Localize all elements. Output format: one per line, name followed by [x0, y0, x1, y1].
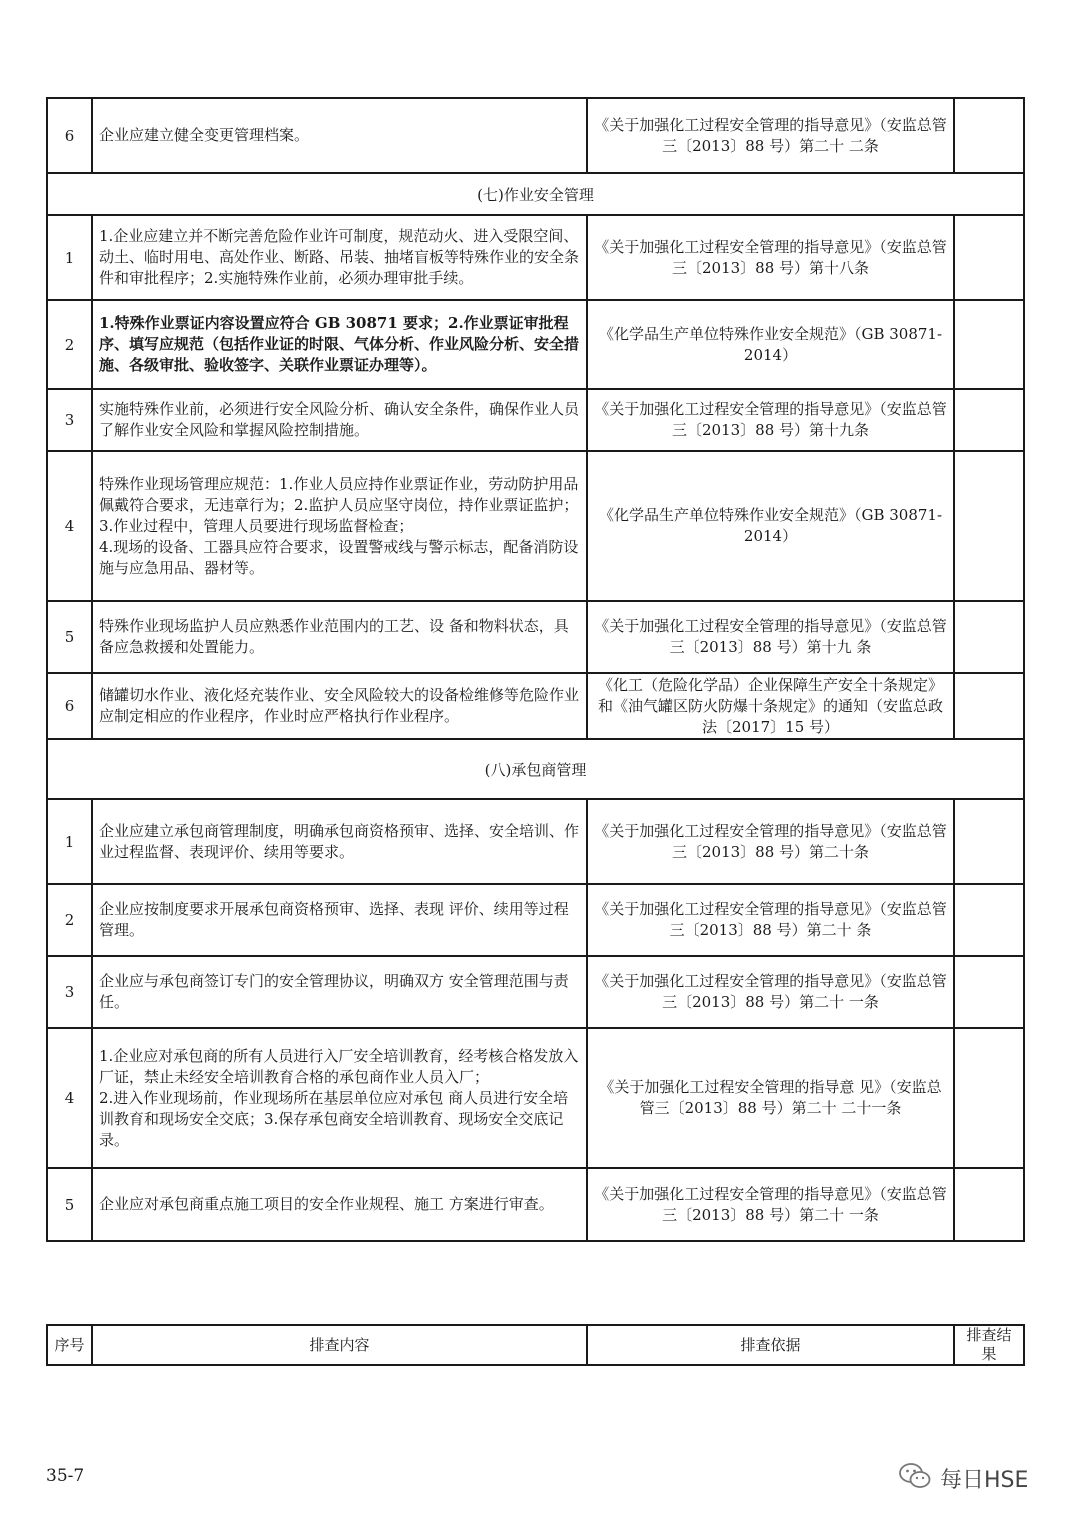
- row-number: 4: [47, 1028, 92, 1168]
- section-title: (八)承包商管理: [47, 739, 1024, 799]
- check-content: 企业应对承包商重点施工项目的安全作业规程、施工 方案进行审查。: [92, 1168, 587, 1241]
- header-number: 序号: [47, 1325, 92, 1365]
- check-result-cell: [954, 215, 1024, 300]
- check-content: 1.企业应建立并不断完善危险作业许可制度，规范动火、进入受限空间、动土、临时用电、高处作业、断路、吊装、抽堵盲板等特殊作业的安全条件和审批程序；2.实施特殊作业前，必须办理审批手续。: [92, 215, 587, 300]
- check-content: [92, 451, 587, 601]
- header-content: 排查内容: [92, 1325, 587, 1365]
- table-row: [47, 98, 1024, 173]
- watermark: [898, 1462, 1028, 1494]
- table-row: [47, 884, 1024, 956]
- check-result-cell: [954, 98, 1024, 173]
- row-number: 6: [47, 98, 92, 173]
- check-basis: 《关于加强化工过程安全管理的指导意见》（安监总管三〔2013〕88 号）第二十条: [587, 799, 954, 884]
- table-row: [47, 451, 1024, 601]
- check-basis: 《关于加强化工过程安全管理的指导意见》（安监总管三〔2013〕88 号）第十九 条: [587, 601, 954, 673]
- check-result-cell: [954, 799, 1024, 884]
- check-result-cell: [954, 884, 1024, 956]
- check-result-cell: [954, 300, 1024, 389]
- table-row: [47, 215, 1024, 300]
- section-row: [47, 173, 1024, 215]
- check-result-cell: [954, 601, 1024, 673]
- table-row: [47, 956, 1024, 1028]
- row-number: 1: [47, 215, 92, 300]
- check-content-part: 1.企业应对承包商的所有人员进行入厂安全培训教育，经考核合格发放入厂证，禁止未经安全培训教育合格的承包商作业人员入厂；: [99, 1046, 579, 1086]
- row-number: 1: [47, 799, 92, 884]
- check-result-cell: [954, 673, 1024, 739]
- check-content: [92, 1028, 587, 1168]
- table-row: [47, 1028, 1024, 1168]
- check-basis: 《关于加强化工过程安全管理的指导意见》（安监总管三〔2013〕88 号）第二十 条: [587, 884, 954, 956]
- row-number: 5: [47, 1168, 92, 1241]
- row-number: 4: [47, 451, 92, 601]
- check-content-part: 特殊作业现场管理应规范：1.作业人员应持作业票证作业，劳动防护用品佩戴符合要求，无违章行为；2.监护人员应坚守岗位，持作业票证监护；3.作业过程中，管理人员要进行现场监督检查；: [99, 474, 579, 535]
- row-number: 2: [47, 300, 92, 389]
- check-basis: 《关于加强化工过程安全管理的指导意见》（安监总管三〔2013〕88 号）第二十 二条: [587, 98, 954, 173]
- check-basis: 《化工（危险化学品）企业保障生产安全十条规定》和《油气罐区防火防爆十条规定》的通知（安监总政法〔2017〕15 号）: [587, 673, 954, 739]
- check-basis: 《化学品生产单位特殊作业安全规范》（GB 30871-2014）: [587, 300, 954, 389]
- check-content: 企业应建立承包商管理制度，明确承包商资格预审、选择、安全培训、作业过程监督、表现评价、续用等要求。: [92, 799, 587, 884]
- check-content: 实施特殊作业前，必须进行安全风险分析、确认安全条件，确保作业人员了解作业安全风险和掌握风险控制措施。: [92, 389, 587, 451]
- check-content: 企业应按制度要求开展承包商资格预审、选择、表现 评价、续用等过程管理。: [92, 884, 587, 956]
- table-row: [47, 799, 1024, 884]
- table-row: [47, 389, 1024, 451]
- check-content-part: 2.进入作业现场前，作业现场所在基层单位应对承包 商人员进行安全培训教育和现场安全交底；3.保存承包商安全培训教育、现场安全交底记录。: [99, 1088, 569, 1149]
- table-row: [47, 1168, 1024, 1241]
- check-content: 储罐切水作业、液化烃充装作业、安全风险较大的设备检维修等危险作业应制定相应的作业程序，作业时应严格执行作业程序。: [92, 673, 587, 739]
- check-basis: 《关于加强化工过程安全管理的指导意见》（安监总管三〔2013〕88 号）第二十 一条: [587, 956, 954, 1028]
- check-basis: 《关于加强化工过程安全管理的指导意 见》（安监总管三〔2013〕88 号）第二十 二十一条: [587, 1028, 954, 1168]
- check-content: 特殊作业现场监护人员应熟悉作业范围内的工艺、设 备和物料状态，具备应急救援和处置能力。: [92, 601, 587, 673]
- check-result-cell: [954, 451, 1024, 601]
- row-number: 6: [47, 673, 92, 739]
- check-content: 1.特殊作业票证内容设置应符合 GB 30871 要求；2.作业票证审批程序、填写应规范（包括作业证的时限、气体分析、作业风险分析、安全措施、各级审批、验收签字、关联作业票证办理等）。: [92, 300, 587, 389]
- section-row: [47, 739, 1024, 799]
- header-basis: 排查依据: [587, 1325, 954, 1365]
- header-row: [47, 1325, 1024, 1365]
- table-row: [47, 673, 1024, 739]
- check-result-cell: [954, 956, 1024, 1028]
- check-basis: 《关于加强化工过程安全管理的指导意见》（安监总管三〔2013〕88 号）第十八条: [587, 215, 954, 300]
- check-result-cell: [954, 1028, 1024, 1168]
- row-number: 5: [47, 601, 92, 673]
- table-header: [46, 1324, 1025, 1366]
- check-basis: 《关于加强化工过程安全管理的指导意见》（安监总管三〔2013〕88 号）第二十 一条: [587, 1168, 954, 1241]
- watermark-text: 每日HSE: [940, 1467, 1029, 1493]
- page-number: 35-7: [46, 1466, 85, 1486]
- check-result-cell: [954, 1168, 1024, 1241]
- section-title: (七)作业安全管理: [47, 173, 1024, 215]
- row-number: 2: [47, 884, 92, 956]
- row-number: 3: [47, 389, 92, 451]
- check-content-part: 4.现场的设备、工器具应符合要求，设置警戒线与警示标志，配备消防设施与应急用品、器材等。: [99, 537, 579, 577]
- check-result-cell: [954, 389, 1024, 451]
- table-row: [47, 300, 1024, 389]
- row-number: 3: [47, 956, 92, 1028]
- check-basis: 《化学品生产单位特殊作业安全规范》（GB 30871-2014）: [587, 451, 954, 601]
- checklist-table: [46, 97, 1025, 1242]
- table-row: [47, 601, 1024, 673]
- wechat-icon: [898, 1462, 932, 1494]
- check-content: 企业应与承包商签订专门的安全管理协议，明确双方 安全管理范围与责任。: [92, 956, 587, 1028]
- check-basis: 《关于加强化工过程安全管理的指导意见》（安监总管三〔2013〕88 号）第十九条: [587, 389, 954, 451]
- check-content: 企业应建立健全变更管理档案。: [92, 98, 587, 173]
- header-result: 排查结果: [954, 1325, 1024, 1365]
